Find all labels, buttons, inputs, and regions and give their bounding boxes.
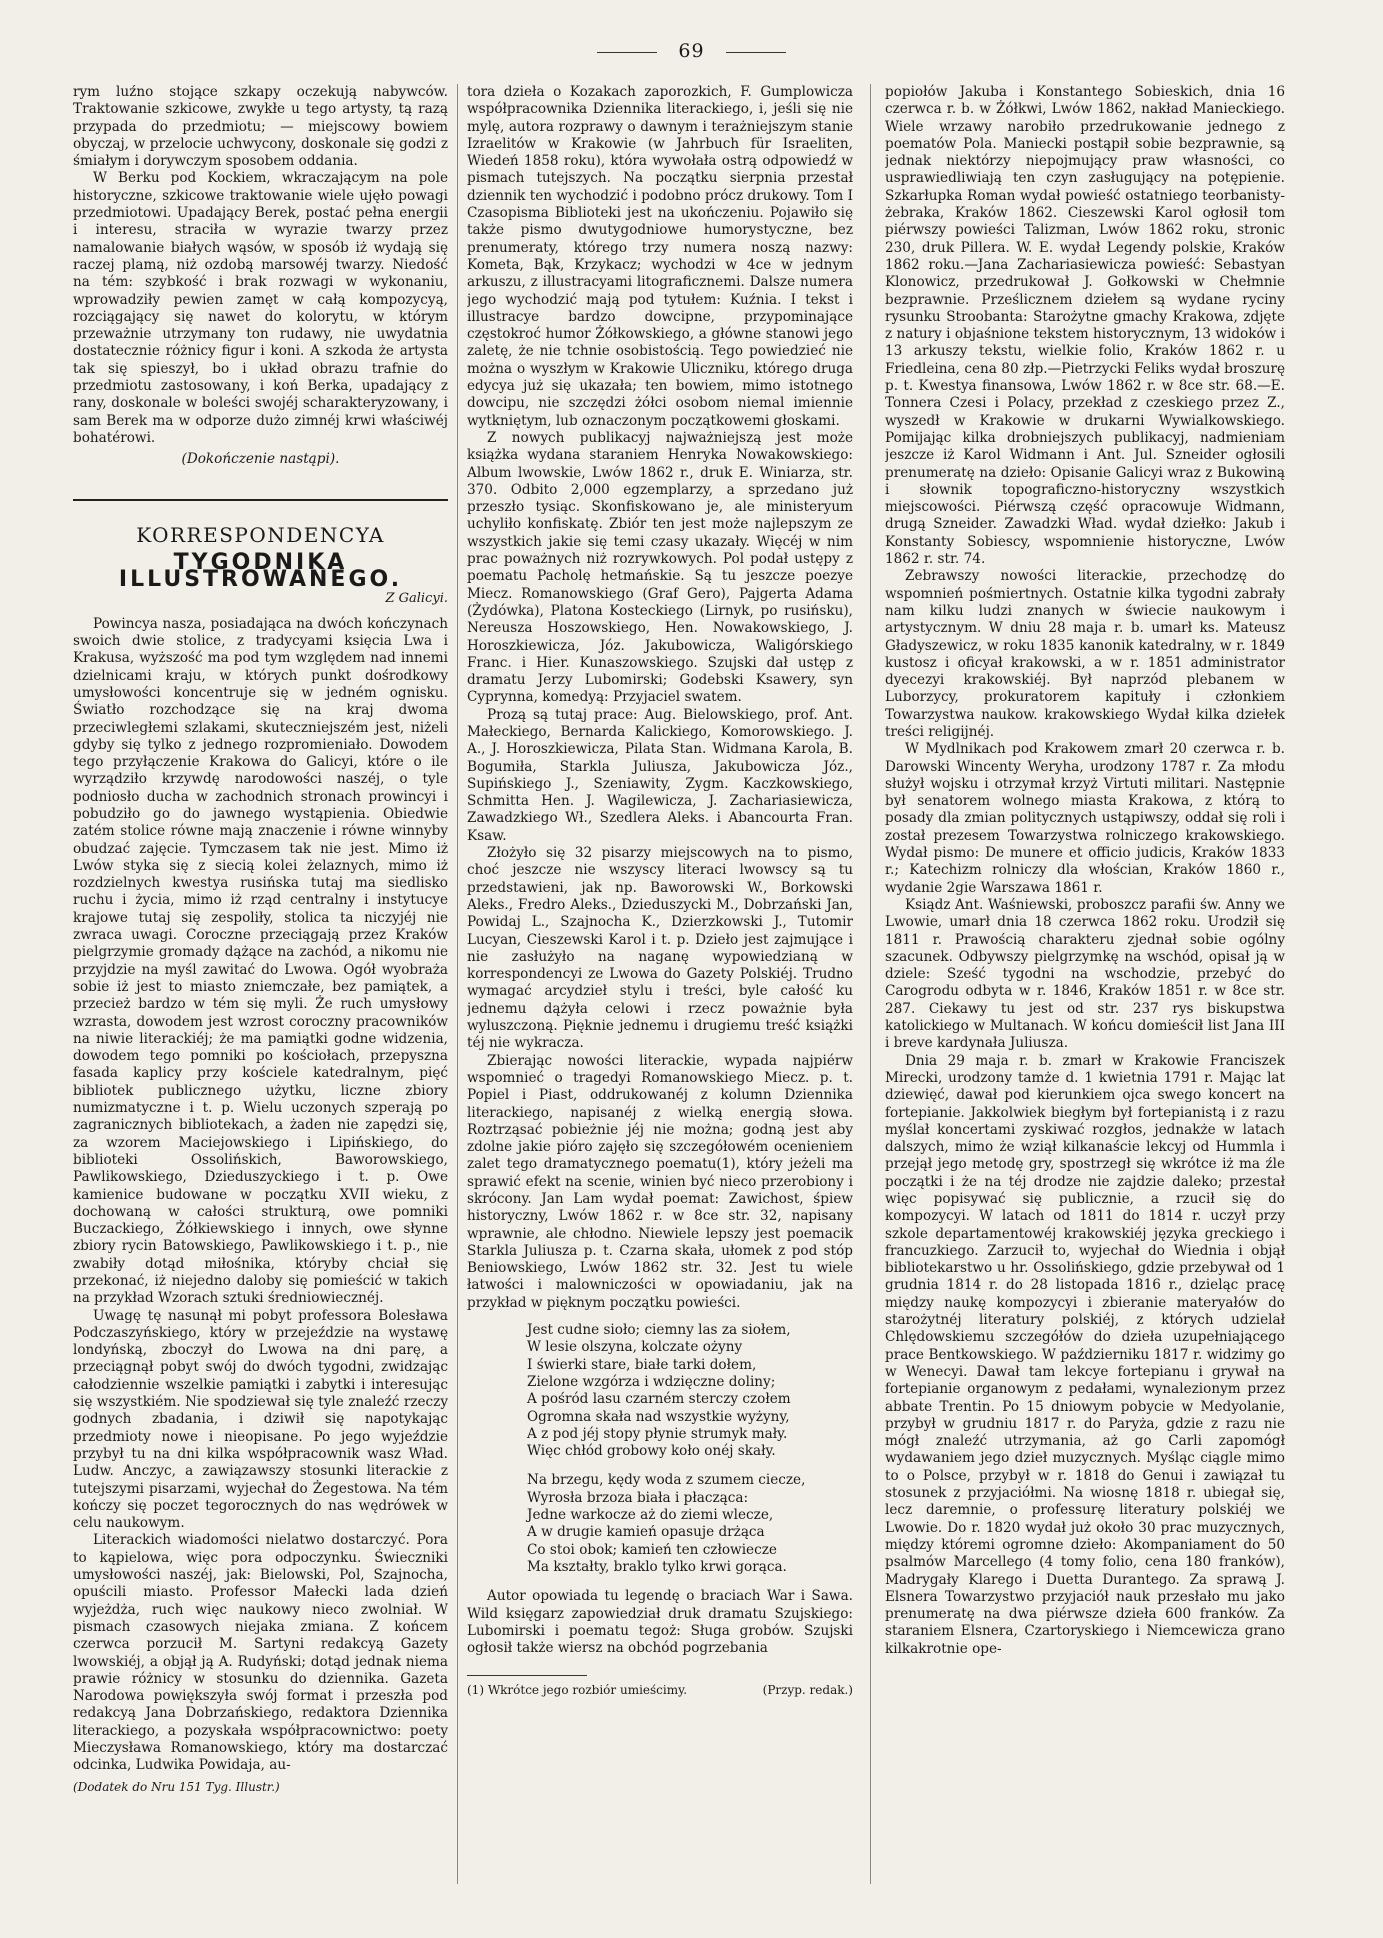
paragraph: W Berku pod Kockiem, wkraczającym na pole historyczne, szkicowe traktowanie wiele ujęło powagi przedmiotowi. Upadający Berek, postać pełna energii i interesu, straciła w wyrazie twarzy przez namalowanie białych wąsów, w sposób iż wydają się raczej plamą, niż ozdobą marsowéj twarzy. Niedość na tém: szybkość i brak rozwagi w wykonaniu, wprowadziły pewien zamęt w całą kompozycyą, rozciągający się nawet do kolorytu, w którym przeważnie utrzymany ton rudawy, nie uwydatnia dostatecznie różnicy figur i koni. A szkoda że artysta tak się spieszył, bo i układ obrazu trafnie do przedmiotu zastosowany, i koń Berka, upadający z rany, doskonale w boleści swojéj scharakteryzowany, i sam Berek ma w odporze dużo zimnéj krwi właściwéj bohatérowi. bbox=[73, 170, 448, 446]
column-left bbox=[73, 84, 448, 1884]
poem-line: A z pod jéj stopy płynie strumyk mały. bbox=[527, 1425, 788, 1442]
paragraph: popiołów Jakuba i Konstantego Sobieskich, dnia 16 czerwca r. b. w Żółkwi, Lwów 1862, nakład Manieckiego. Wiele wrzawy narobiło przedrukowanie jednego z poematów Pola. Maniecki postąpił sobie bezprawnie, są jednak niektórzy niepojmujący praw własności, co usprawiedliwiają ten czyn zasługujący na potępienie. Szkarłupka Roman wydał powieść ostatniego teorbanisty-żebraka, Kraków 1862. Cieszewski Karol ogłosił tom piérwszy powieści Talizman, Lwów 1862 roku, stronic 230, druk Pillera. W. E. wydał Legendy polskie, Kraków 1862 roku.—Jana Zachariasiewicza powieść: Sebastyan Klonowicz, przedrukował J. Gołkowski w Chełmnie bezprawnie. Prześlicznem dziełem są wydane ryciny rysunku Stroobanta: Starożytne gmachy Krakowa, zdjęte z natury i objaśnione tekstem historycznym, 13 widoków i 13 arkuszy tekstu, wielkie folio, Kraków 1862 r. u Friedleina, cena 80 złp.—Pietrzycki Feliks wydał broszurę p. t. Kwestya finansowa, Lwów 1862 r. w 8ce str. 68.—E. Tonnera Czesi i Polacy, przekład z czeskiego przez Z., wyszedł w Krakowie w drukarni Wywialkowskiego. Pomijając kilka drobniejszych publikacyj, nadmieniam jeszcze iż Karol Widmann i Ant. Jul. Szneider ogłosili prenumeratę na dzieło: Opisanie Galicyi wraz z Bukowiną i słownik topograficzno-historyczny wszystkich miejscowości. Piérwszą część opracowuje Widmann, drugą Szneider. Zawadzki Wład. wydał dziełko: Jakub i Konstanty Sobiescy, wspomnienie historyczne, Lwów 1862 r. str. 74. bbox=[885, 84, 1285, 568]
page-number: 69 bbox=[678, 40, 705, 62]
footnote bbox=[467, 1682, 853, 1699]
paragraph: Autor opowiada tu legendę o braciach War i Sawa. Wild księgarz zapowiedział druk dramatu Szujskiego: Lubomirski i poematu tegoż: Sługa grobów. Szujski ogłosił także wiersz na obchód pogrzebania bbox=[467, 1588, 853, 1657]
footnote-text: (1) Wkrótce jego rozbiór umieścimy. bbox=[467, 1683, 688, 1698]
paragraph: Ksiądz Ant. Waśniewski, proboszcz parafii św. Anny we Lwowie, umarł dnia 18 czerwca 1862 roku. Urodził się 1811 r. Prawością charakteru zjednał sobie ogólny szacunek. Odbywszy pielgrzymkę na wschód, opisał ją w dziele: Sześć tygodni na wschodzie, przebyć do Carogrodu odbyta w r. 1846, Kraków 1851 r. w 8ce str. 287. Ciekawy tu jest od str. 237 rys biskupstwa katolickiego w Multanach. W końcu domieścił list Jana III i breve kardynała Juliusza. bbox=[885, 896, 1285, 1052]
poem bbox=[527, 1322, 853, 1576]
paragraph: Zbierając nowości literackie, wypada najpiérw wspomnieć o tragedyi Romanowskiego Miecz. p. t. Popiel i Piast, oddrukowanéj z kolumn Dziennika literackiego, napisanéj z wielką energią słowa. Roztrząsać pobieżnie jéj nie można; godną jest aby zdolne jakie pióro zajęło się szczegółowém ocenieniem zalet tego dramatycznego poematu(1), który jeżeli ma sprawić efekt na scenie, winien być nieco przerobiony i skrócony. Jan Lam wydał poemat: Zawichost, śpiew historyczny, Lwów 1862 r. w 8ce str. 32, napisany wprawnie, ale chłodno. Niewiele lepszy jest poemacik Starkla Juliusza p. t. Czarna skała, ułomek z pod stóp Beniowskiego, Lwów 1862 str. 32. Jest tu wiele łatwości i malowniczości w opowiadaniu, jak na przykład w pięknym początku powieści. bbox=[467, 1052, 853, 1311]
paragraph: Dnia 29 maja r. b. zmarł w Krakowie Franciszek Mirecki, urodzony tamże d. 1 kwietnia 1791 r. Mając lat dziewięć, dawał pod kierunkiem ojca swego koncert na fortepianie. Jakkolwiek biegłym był fortepianistą i z razu myślał koncertami zyskiwać rozgłos, jednakże w latach dalszych, mimo że wziął kilkanaście lekcyj od Hummla i przejął jego metodę gry, spostrzegł się wkrótce iż ma źle początki i że na téj drodze nie zajdzie daleko; przestał więc popisywać się publicznie, a rzucił się do kompozycyi. W latach od 1811 do 1814 r. uczył przy szkole departamentowéj krakowskiéj języka greckiego i francuzkiego. Zarzucił to, wyjechał do Wiednia i objął bibliotekarstwo u hr. Ossolińskiego, gdzie przebywał od 1 grudnia 1814 r. do 28 listopada 1816 r., dzieląc pracę między naukę kompozycyi i zbieranie materyałów do starożytnéj literatury polskiéj, z których udzielał Chlędowskiemu szczegółów do dzieła uzupełniającego prace Bentkowskiego. W październiku 1817 r. widzimy go w Wenecyi. Dawał tam lekcye fortepianu i grywał na fortepianie organowym z pedałami, wynalezionym przez abbate Trentin. Po 15 dniowym pobycie w Medyolanie, przybył w grudniu 1817 r. do Paryża, gdzie z razu nie mógł znaleźć utrzymania, aż go Carli zapomógł wydawaniem jego dzieł muzycznych. Myśląc ciągle mimo to o Polsce, przybył w r. 1818 do Genui i zawiązał tu stosunek z przyjaciółmi. Na wiosnę 1818 r. ubiegał się, lecz daremnie, o professurę literatury polskiéj we Lwowie. Do r. 1820 wydał już około 30 prac muzycznych, między któremi ogromne dzieło: Akompaniament do 50 psalmów Marcellego (4 tomy folio, cena 180 franków), Madrygały Klarego i Duetta Durantego. Za sprawą J. Elsnera Towarzystwo przyjaciół nauk przesłało mu jako prenumeratę na dwa piérwsze dzieła 600 franków. Za staraniem Elsnera, Czartoryskiego i Niemcewicza grano kilkakrotnie ope- bbox=[885, 1052, 1285, 1657]
section-title: KORRESPONDENCYA bbox=[136, 522, 385, 547]
poem-line: Więc chłód grobowy koło onéj skały. bbox=[527, 1443, 776, 1460]
poem-line: A pośród lasu czarném sterczy czołem bbox=[527, 1391, 791, 1408]
footnote-divider bbox=[467, 1675, 587, 1676]
paragraph: Z nowych publikacyj najważniejszą jest może książka wydana staraniem Henryka Nowakowskiego: Album lwowskie, Lwów 1862 r., druk E. Winiarza, str. 370. Odbito 2,000 egzemplarzy, a sprzedano już przeszło tysiąc. Skonfiskowano je, ale ministeryum uchyliło konfiskatę. Zbiór ten jest może najlepszym ze wszystkich jakie się temi czasy ukazały. Więcéj w nim prac poważnych niż rozrywkowych. Pol podał ustępy z poematu Pacholę hetmańskie. Są tu jeszcze poezye Miecz. Romanowskiego (Graf Gero), Pajgerta Adama (Żydówka), Platona Kosteckiego (Lirnyk, po rusińsku), Nereusza Hoszowskiego, Hen. Nowakowskiego, J. Horoszkiewicza, Józ. Jakubowicza, Waligórskiego Franc. i Hier. Kunaszowskiego. Szujski dał ustęp z dramatu Jerzy Lubomirski; Godebski Ksawery, syn Cyprynna, komedyą: Przyjaciel swatem. bbox=[467, 429, 853, 706]
continued-note: (Dokończenie nastąpi). bbox=[181, 451, 340, 468]
section-subtitle: TYGODNIKA ILLUSTROWANEGO. bbox=[118, 549, 403, 593]
column-divider bbox=[870, 84, 871, 1884]
poem-line: W lesie olszyna, kolczate ożyny bbox=[527, 1339, 743, 1356]
header-rule-right bbox=[726, 52, 786, 53]
paragraph: Zebrawszy nowości literackie, przechodzę do wspomnień pośmiertnych. Ostatnie kilka tygodni zabrały nam kilku ludzi znanych w świecie naukowym i artystycznym. W dniu 28 maja r. b. umarł ks. Mateusz Gładyszewicz, w roku 1835 kanonik katedralny, w r. 1849 kustosz i oficyał krakowski, a w r. 1851 administrator dyecezyi krakowskiéj. Był naprzód plebanem w Luborzycy, prokuratorem kapituły i członkiem Towarzystwa naukow. krakowskiego Wydał kilka dziełek treści religijnéj. bbox=[885, 568, 1285, 740]
paragraph: Złożyło się 32 pisarzy miejscowych na to pismo, choć jeszcze nie wszyscy literaci lwowscy są tu przedstawieni, jak np. Baworowski W., Borkowski Aleks., Fredro Aleks., Dzieduszycki M., Dobrzański Jan, Powidaj L., Szajnocha K., Dzierzkowski J., Tutomir Lucyan, Cieszewski Karol i t. p. Dzieło jest zajmujące i nie zasłużyło na naganę wypowiedzianą w korrespondencyi ze Lwowa do Gazety Polskiéj. Trudno wymagać arcydzieł stylu i treści, byle całość ku jednemu dążyła celowi i rzecz poważnie była wyluszczoną. Pięknie jednemu i drugiemu treść książki téj nie wykracza. bbox=[467, 845, 853, 1052]
poem-line: Jedne warkocze aż do ziemi wlecze, bbox=[527, 1507, 774, 1524]
paragraph: W Mydlnikach pod Krakowem zmarł 20 czerwca r. b. Darowski Wincenty Weryha, urodzony 1787 r. Za młodu służył wojsku i otrzymał krzyż Virtuti militari. Następnie był senatorem wolnego miasta Krakowa, z którą to posady dla zmian politycznych ustąpiwszy, oddał się roli i został prezesem Towarzystwa rolniczego krakowskiego. Wydał pismo: De munere et officio judicis, Kraków 1833 r.; Katechizm rolniczy dla włościan, Kraków 1860 r., wydanie 2gie Warszawa 1861 r. bbox=[885, 741, 1285, 896]
poem-line: Na brzegu, kędy woda z szumem ciecze, bbox=[527, 1472, 806, 1489]
poem-stanza bbox=[527, 1322, 853, 1460]
header-rule-left bbox=[597, 52, 657, 53]
poem-line: I świerki stare, białe tarki dołem, bbox=[527, 1356, 757, 1373]
column-middle bbox=[467, 84, 853, 1884]
poem-line: Zielone wzgórza i wdzięczne doliny; bbox=[527, 1373, 776, 1390]
poem-line: Jest cudne sioło; ciemny las za siołem, bbox=[527, 1322, 791, 1339]
paragraph: Literackich wiadomości nielatwo dostarczyć. Pora to kąpielowa, więc pora odpoczynku. Świeczniki umysłowości naszéj, jak: Bielowski, Pol, Szajnocha, opuścili miasto. Professor Małecki lada dzień wyjeżdża, ruch więc naukowy nieco zwolniał. W pismach czasowych niejaka zmiana. Z końcem czerwca porzucił M. Sartyni redakcyą Gazety lwowskiéj, a objął ją A. Rudyński; dotąd jednak niema prawie różnicy w stosunku do dziennika. Gazeta Narodowa powiększyła swój format i przeszła pod redakcyą Jana Dobrzańskiego, redaktora Dziennika literackiego, a pozyskała współpracownictwo: poety Mieczysława Romanowskiego, który ma dostarczać odcinka, Ludwika Powidaja, au- bbox=[73, 1532, 448, 1774]
page-header bbox=[0, 40, 1383, 62]
poem-stanza bbox=[527, 1472, 853, 1576]
paragraph: Uwagę tę nasunął mi pobyt professora Bolesława Podczaszyńskiego, który w przejeździe na wystawę londyńską, zboczył do Lwowa na dni parę, a przeciągnął pobyt swój do dwóch tygodni, zwidzając całodziennie wszelkie pamiątki i zabytki i interesując się wszystkiém. Nie spodziewał się tyle znaleźć rzeczy godnych zbadania, i dziwił się napotykając przedmioty nowe i nieopisane. Po jego wyjeździe przybył tu na dni kilka współpracownik wasz Wład. Ludw. Anczyc, a zawiązawszy stosunki literackie z tutejszymi pisarzami, wyjechał do Żegestowa. Na tém kończy się poczet tegorocznych do nas wędrówek w celu naukowym. bbox=[73, 1307, 448, 1532]
paragraph: Prozą są tutaj prace: Aug. Bielowskiego, prof. Ant. Małeckiego, Bernarda Kalickiego, Komorowskiego. J. A., J. Horoszkiewicza, Pilata Stan. Widmana Karola, B. Bogumiła, Starkla Juliusza, Jakubowicza Józ., Supińskiego J., Szeniawity, Zygm. Kaczkowskiego, Schmitta Hen. J. Wagilewicza, J. Zachariasiewicza, Zawadzkiego Wł., Szedlera Aleks. i Abancourta Fran. Ksaw. bbox=[467, 706, 853, 844]
section-divider bbox=[73, 499, 448, 501]
paragraph: Powincya nasza, posiadająca na dwóch kończynach swoich dwie stolice, z tradycyami księcia Lwa i Krakusa, wyższość ma pod tym względem nad innemi dzielnicami kraju, w których punkt dośrodkowy umysłowości koncentruje się w jedném ognisku. Światło rozchodzące się na kraj dwoma przeciwległemi szlakami, skuteczniejszém jest, niżeli gdyby się tylko z jednego rozpromieniało. Dowodem tego przyłączenie Krakowa do Galicyi, które o ile wyrządziło krzywdę narodowości naszéj, o tyle podniosło ducha w zachodnich stronach prowincyi i pobudziło go do jawnego wystąpienia. Obiedwie zatém stolice równe mają znaczenie i równe winnyby obudzać zajęcie. Tymczasem tak nie jest. Mimo iż Lwów styka się z siecią kolei żelaznych, mimo iż rozdzielnych kwestya rusińska tutaj ma siedlisko ruchu i życia, mimo iż rząd centralny i instytucye krajowe tutaj się zespoliły, stolica ta niczyjéj nie zwraca uwagi. Coroczne przeciągają przez Kraków pielgrzymie gromady dążące na zachód, a nikomu nie przyjdzie na myśl zawitać do Lwowa. Ogół wyobraża sobie iż jest to miasto zniemczałe, bez pamiątek, a przecież bardzo w tém się myli. Że ruch umysłowy wzrasta, dowodem jest wzrost coroczny pracowników na niwie literackiéj; że ma pamiątki godne widzenia, dowodem tego pomniki po kościołach, przepyszna fasada kaplicy przy kościele katedralnym, pięć bibliotek publicznego użytku, liczne zbiory numizmatyczne i t. p. Wielu uczonych szperają po zagranicznych bibliotekach, a żaden nie zapędzi się, za wzorem Maciejowskiego i Lipińskiego, do biblioteki Ossolińskich, Baworowskiego, Pawlikowskiego, Dzieduszyckiego i t. p. Owe kamienice budowane w początku XVII wieku, z dochowaną w całości strukturą, owe pomniki Buczackiego, Żółkiewskiego i innych, owe słynne zbiory rycin Batowskiego, Pawlikowskiego i t. p., nie zwabiły dotąd miłośnika, któryby chciał się przekonać, iż niejedno daloby się pomieścić w takich na przykład Wzorach sztuki średniowiecznéj. bbox=[73, 615, 448, 1307]
poem-line: Ma kształty, braklo tylko krwi gorąca. bbox=[527, 1558, 787, 1575]
footnote-sign: (Przyp. redak.) bbox=[762, 1683, 853, 1698]
poem-line: Wyrosła brzoza biała i płacząca: bbox=[527, 1489, 749, 1506]
supplement-note: (Dodatek do Nru 151 Tyg. Illustr.) bbox=[73, 1779, 280, 1794]
dateline: Z Galicyi. bbox=[385, 591, 448, 607]
column-divider bbox=[457, 84, 458, 1884]
column-right bbox=[885, 84, 1285, 1884]
paragraph: tora dzieła o Kozakach zaporozkich, F. Gumplowicza współpracownika Dziennika literackiego, i, jeśli się nie mylę, autora rozprawy o dawnym i terażniejszym stanie Izraelitów w Krakowie (w Jahrbuch für Israeliten, Wiedeń 1858 roku), która wywołała ostrą odpowiedź w pismach tutejszych. Na początku sierpnia przestał dziennik ten wychodzić i podobno prócz drukowy. Tom I Czasopisma Biblioteki jest na ukończeniu. Pojawiło się także pismo dwutygodniowe humorystyczne, bez prenumeraty, którego trzy numera noszą nazwy: Kometa, Bąk, Krzykacz; wychodzi w 4ce w jednym arkuszu, z illustracyami litograficznemi. Dalsze numera jego wychodzić mają pod tytułem: Kuźnia. I tekst i illustracye bardzo dowcipne, przypominające częstokroć humor Żółkowskiego, a główne stanowi jego zaletę, że nie tchnie osobistością. Tego powiedzieć nie można o wyszłym w Krakowie Uliczniku, którego druga edycya już się ukazała; ten bowiem, mimo istotnego dowcipu, nie szczędzi żółci osobom niemal imiennie wytkniętym, lub oznaczonym początkowemi głoskami. bbox=[467, 84, 853, 429]
poem-line: Co stoi obok; kamień ten człowiecze bbox=[527, 1541, 777, 1558]
paragraph: rym luźno stojące szkapy oczekują nabywców. Traktowanie szkicowe, zwykłe u tego artysty, tą razą przypada do przedmiotu; — miejscowy bowiem obyczaj, w przelocie uchwycony, doskonale się godzi z śmiałym i dorywczym sposobem oddania. bbox=[73, 84, 448, 170]
poem-line: Ogromna skała nad wszystkie wyżyny, bbox=[527, 1408, 790, 1425]
poem-line: A w drugie kamień opasuje drżąca bbox=[527, 1524, 765, 1541]
